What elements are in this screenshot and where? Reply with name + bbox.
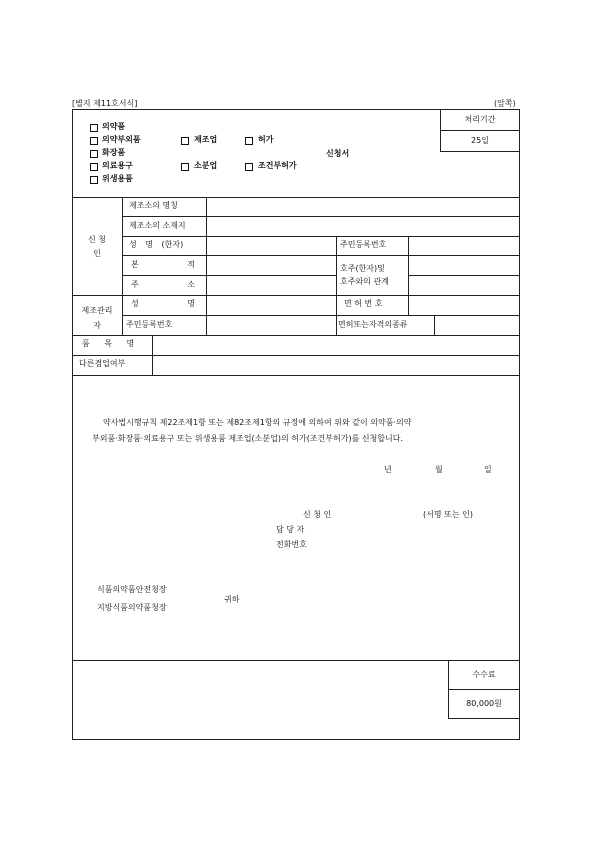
category-medical-device-label: 의료용구 <box>102 161 133 170</box>
fee-value: 80,000원 <box>466 699 502 708</box>
manager-id-field[interactable] <box>208 316 335 334</box>
checkbox-medical-device[interactable] <box>90 163 98 171</box>
checkbox-hygiene-product[interactable] <box>90 176 98 184</box>
category-quasi-drug-label: 의약부외품 <box>102 135 141 144</box>
registered-domicile-label: 본 적 <box>131 260 195 269</box>
checkbox-subdivision[interactable] <box>181 163 189 171</box>
applicant-name-field[interactable] <box>208 237 335 254</box>
household-relation-field[interactable] <box>410 276 518 294</box>
checkbox-permit[interactable] <box>245 137 253 145</box>
recipient-line-1: 식품의약품안전청장 <box>97 585 167 594</box>
row-line <box>122 216 520 217</box>
category-hygiene-product-label: 위생용품 <box>102 174 133 183</box>
checkbox-cosmetics[interactable] <box>90 150 98 158</box>
recipient-line-2: 지방식품의약품청장 <box>97 603 167 612</box>
product-name-label: 품 목 명 <box>82 339 135 348</box>
license-type-field[interactable] <box>436 316 518 334</box>
date-year-label: 년 <box>384 465 392 474</box>
manager-id-label: 주민등록번호 <box>126 320 173 329</box>
processing-bottom-line <box>440 151 520 152</box>
factory-name-label: 제조소의 명칭 <box>129 201 178 210</box>
checkbox-conditional-permit[interactable] <box>245 163 253 171</box>
page-side-label: (앞쪽) <box>494 99 516 108</box>
checkbox-manufacturing[interactable] <box>181 137 189 145</box>
checkbox-quasi-drug[interactable] <box>90 137 98 145</box>
applicant-label-divider <box>122 197 123 295</box>
fee-top-line <box>72 660 520 661</box>
product-name-field[interactable] <box>154 336 518 354</box>
manager-col-line <box>434 315 435 335</box>
statement-line-2: 부외품·화장품·의료용구 또는 위생용품 제조업(소분업)의 허가(조건부허가)를 신청합니다. <box>92 434 404 443</box>
permit-label: 허가 <box>258 135 274 144</box>
address-label: 주 소 <box>131 280 195 289</box>
date-month-label: 월 <box>435 465 443 474</box>
form-number: [별지 제11호서식] <box>72 99 138 108</box>
phone-label: 전화번호 <box>276 540 307 549</box>
license-number-label: 면 허 번 호 <box>344 299 383 308</box>
license-type-label: 면허또는자격의종류 <box>338 320 408 329</box>
applicant-id-field[interactable] <box>410 237 518 254</box>
factory-name-field[interactable] <box>208 198 518 215</box>
category-pharmaceutical-label: 의약품 <box>102 122 126 131</box>
manager-section-label: 제조관리 자 <box>81 306 113 330</box>
row-line <box>122 255 520 256</box>
recipient-suffix: 귀하 <box>224 595 240 604</box>
sign-or-seal-note: (서명 또는 인) <box>423 510 473 519</box>
column-line <box>336 236 337 295</box>
fee-mid-line <box>448 689 520 690</box>
manager-name-label: 성 명 <box>131 299 195 308</box>
date-day-label: 일 <box>484 465 492 474</box>
business-manufacturing-label: 제조업 <box>194 135 218 144</box>
staff-label: 담 당 자 <box>276 525 305 534</box>
form-title: 신청서 <box>326 149 350 158</box>
processing-mid-line <box>440 130 520 131</box>
processing-period-value: 25일 <box>471 136 489 145</box>
fee-label: 수수료 <box>472 670 496 679</box>
license-number-field[interactable] <box>410 296 518 314</box>
manager-col-line <box>408 295 409 315</box>
applicant-name-label: 성 명 (한자) <box>129 240 184 249</box>
conditional-permit-label: 조건부허가 <box>258 161 297 170</box>
statement-line-1: 약사법시행규칙 제22조제1항 또는 제82조제1항의 규정에 의하여 위와 같이 의약품·의약 <box>103 418 412 427</box>
manager-name-field[interactable] <box>208 296 335 314</box>
category-cosmetics-label: 화장품 <box>102 148 126 157</box>
applicant-field-divider <box>206 197 207 295</box>
checkbox-pharmaceutical[interactable] <box>90 124 98 132</box>
business-subdivision-label: 소분업 <box>194 161 218 170</box>
applicant-id-label: 주민등록번호 <box>340 240 387 249</box>
applicant-signature-label: 신 청 인 <box>303 510 332 519</box>
registered-domicile-field[interactable] <box>208 257 335 274</box>
other-business-field[interactable] <box>154 356 518 374</box>
factory-location-field[interactable] <box>208 218 518 235</box>
household-head-field[interactable] <box>410 257 518 274</box>
household-relation-label: 호주(한자)및 호주와의 관계 <box>340 264 389 286</box>
address-field[interactable] <box>208 276 335 294</box>
column-line <box>408 236 409 295</box>
processing-period-label: 처리기간 <box>464 115 496 124</box>
factory-location-label: 제조소의 소재지 <box>129 221 186 230</box>
applicant-section-label: 신 청 인 <box>88 235 106 258</box>
fee-bottom-line <box>448 718 520 719</box>
other-business-label: 다른겸업여부 <box>79 359 126 368</box>
other-business-bottom-line <box>72 375 520 376</box>
